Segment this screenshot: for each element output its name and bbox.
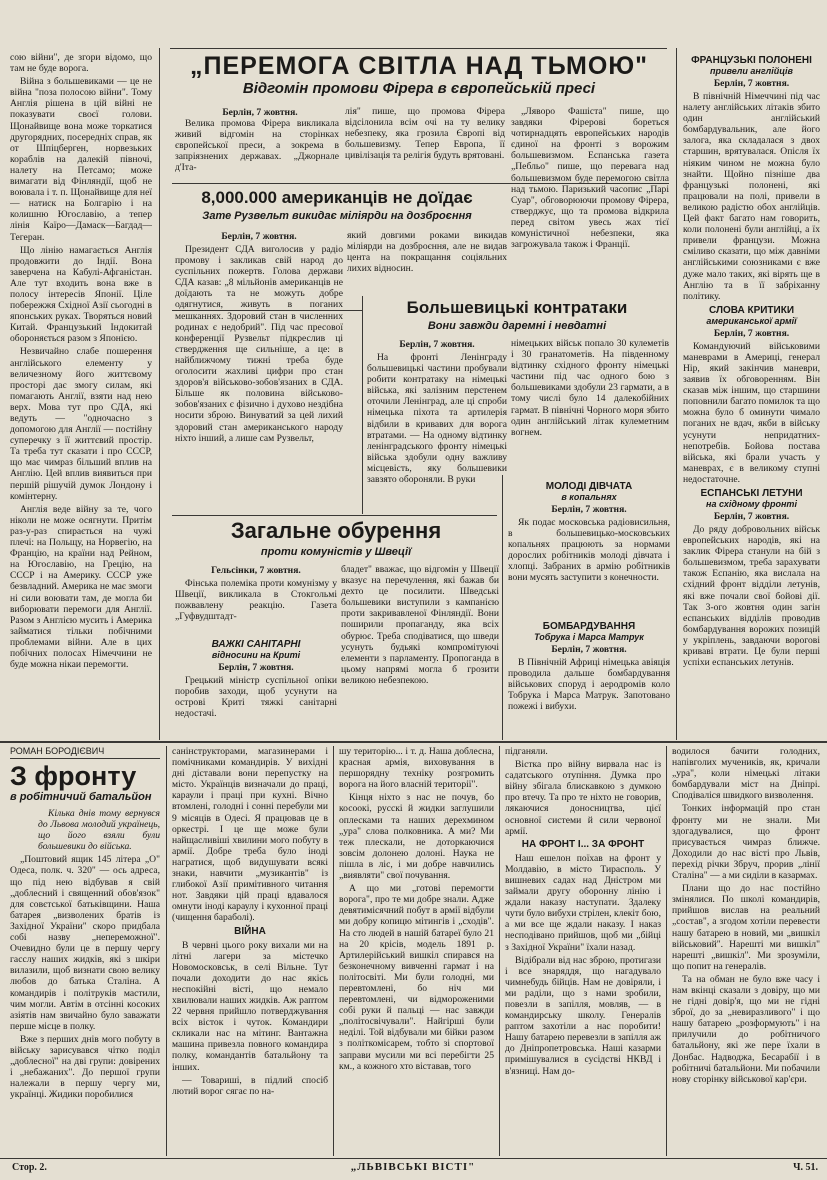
bottom-column: РОМАН БОРОДІЄВИЧ З фронту в робітничий батальйон Кілька днів тому вернувся до Львова молодий українець, що його взяли були большевики до війська. „Поштовий ящик 145 літера „O" Одеса, полк. ч. 320" — ось адреса, що під нею відбував я свій „доблесний і священний обов'язок" для совєтської батьківщини. Наша батарея „визволених братів із Західної України" скоро придбала собі назву „непереможної". Очевидно були це в першу чергу гасслу наших жидків, які з шкіри вилазили, щоб визнати свою велику любов до батька Сталіна. А командирів і політруків мастили, чим могли. Автім в отсінні косоких азіятів нам звичайно було заважати перше місце в полку. Вже з перших днів мого побуту в війську зарисувався чітко поділ „доблесної" на дві групи: довірених і „небажаних". До першої групи належали в першу чергу ми, українці. Жидики поробилися [10, 746, 160, 1101]
article-subheadline: проти комуністів у Швеції [260, 546, 412, 558]
article-subheadline: Тобрука і Марса Матрук [534, 632, 644, 642]
article-subheadline: на східному фронті [706, 499, 797, 509]
section-subhead: НА ФРОНТ І... ЗА ФРОНТ [521, 838, 645, 850]
article-column: німецьких військ попало 30 кулеметів і 30 гранатометів. На південному відтинку східного фронту німецькі частини під час одного бою з большевиками здобули 23 гармати, а в тому числі було 14 далекобійних гармат. В північні Чорного моря збито один англійський літак кулеметним вогнем. [511, 338, 669, 438]
paragraph: Війна з большевиками — це не війна "поза полосою війни". Тому Англія рішена в цій війні не показувати своєї голови. Щонайвище вона може торкатися другорядних, посередніх справ, як от Шпіцберген, норвезьких кораблів на далекій півночі, налету на Петсамо; може вимагати від Фінляндії, щоб не воювала і т. п. Щонайвище для неї — натиск на Болгарію і на колишню Югославію, а тепер лінія Каїро—Дамаск—Багдад—Тегеран. [10, 76, 152, 243]
paragraph: Англія веде війну за те, чого ніколи не може осягнути. Притім раз-у-раз спирається на чужі плечі: на Польщу, на Норвегію, на Францію, на країни над Рейном, на Югославію, на Грецію, на СССР і на Америку. СССР уже безвладний. Америка не має змоги ні сили воювати там, де могла би виборювати перемоги для Англії. Разом з Англією мусить і Америка займатися тільки побічними проблемами війни. Але в цих побічних полосах Німеччини не буде можна нікаи перемогти. [10, 503, 152, 671]
footer-rule [0, 1158, 827, 1159]
right-column: ФРАНЦУЗЬКІ ПОЛОНЕНІ привели англійців Берлін, 7 жовтня. В північній Німеччині під час налету англійських літаків збито один англійський бомбардувальник, але його залога, яка складалася з двох старшин, врятувалася. Опісля їх ніяким чином не можна було знайти. Щойно пізніше два французькі полонені, які працювали на полі, привели в великою радістю обох англійців. Цей факт багато нам говорить, коли полонені були англійці, а їх привели французи. Можна сміливо сказати, що між давніми англійськими союзниками є вже дуже мало таких, які вірять ще в Англію та в її забріханну політику. СЛОВА КРИТИКИ американської армії Берлін, 7 жовтня. Командуючий військовими маневрами в Америці, генерал Нір, який закінчив маневри, заявив їх обговоренням. Він сказав між іншим, що старшини поповнили багато помилок та що можна було б оминути чимало поганих не вдач, якби в війську усунути непридатних-непотребів. Бойова поставa війська, які брали участь у маневрах, є в великому ступні недостаточне. ЕСПАНСЬКІ ЛЕТУНИ на східному фронті Берлін, 7 жовтня. До ряду добровольних військ европейських народів, які на заклик Фірера станули на бій з большевизмом, треба зарахувати також Еспанію, яка вислала на східний фронт відділи летунів, які вже почали свої бойові дії. Так 3-ого жовтня один загін еспанських відділів проводив бомбардування ворожих позицій у укріплень, завдаючи ворогові криваві втрати. Це були перші успіхи еспанських летунів. [683, 55, 820, 669]
article-block: МОЛОДІ ДІВЧАТА в копальнях Берлін, 7 жовтня. Як подає московська радіовисильня, в большевицько-московських копальнях працюють за нормами дорослих робітників молоді дівчата і хлопці. Забраних в армію робітників вони мусять заступити з конечности. [508, 481, 670, 584]
article-block: ВАЖКІ САНІТАРНІ відносини на Криті Берлін, 7 жовтня. Грецький міністр суспільної опіки поробив заходи, щоб усунути на острові Криті тяжкі санітарні недостачі. [175, 639, 337, 720]
article-headline: БОМБАРДУВАННЯ [542, 621, 636, 632]
article-dateline: Берлін, 7 жовтня. [222, 107, 298, 118]
article-subheadline: відносини на Криті [211, 650, 301, 660]
headline-rule [170, 48, 667, 49]
article-headline-block [362, 298, 672, 338]
feature-title: З фронту [10, 761, 137, 791]
article-headline: ЕСПАНСЬКІ ЛЕТУНИ [700, 488, 803, 499]
column-rule [333, 746, 334, 1156]
left-column-article [10, 52, 152, 742]
column-rule [159, 48, 160, 740]
main-headline-block [170, 52, 668, 102]
article-headline-block [172, 518, 500, 562]
article-column: „Ляворо Фашіста" пише, що завдяки Фірерові бореться чотирнадцять европейських народів єдиної на фронті з ворожим большевизмом. Еспанська газета „Пебльо" пише, що перевага над большевизмом буде перемогою світла над тьмою. Паризький часопис „Парі Суар", обговорюючи промову Фірера, стверджує, що та промова відкрила перед світом увесь жах тієї комуністичної небезпеки, яка загрожувала також і Франції. [511, 106, 669, 251]
section-subhead: ВІЙНА [234, 925, 266, 937]
article-column: лія" пише, що промова Фірера відсілонила всім очі на ту велику небезпеку, яка грозила Європі від большевизму. Тепер Европа, її цивілізація та релігія будуть врятовані. [345, 106, 505, 162]
paragraph: сою війни", де згори відомо, що там не буде ворога. [10, 52, 152, 75]
article-column: який довгими роками викидав міліярди на дозброєння, але не видав цента на покращання соціяльних лихих відносин. [347, 230, 507, 275]
feature-subtitle: в робітничий батальйон [10, 791, 152, 803]
article-column: бладет" вважає, що відгомін у Швеції вказує на перечулення, які бажав би дехто це посилити. Шведські большевики виступили з кампанією проти закривавленої Фінляндії. Вони поширили пропаганду, яка всіх обурює. Треба сподіватися, що шведи усунуть будьякі компромітуючі елементи з парламенту. Пропоганда в цьому напрямі могла б грозити великою небезпекою. [341, 564, 499, 686]
article-column: Велика промова Фірера викликала живий відгомін на сторінках європейської преси, а зокрема в запріязнених державах. „Джорнале д'Іта- [175, 118, 339, 174]
article-headline: Большевицькі контратаки [406, 298, 628, 317]
feature-lead: Кілька днів тому вернувся до Львова молодий українець, що його взяли були большевики до війська. [38, 808, 160, 853]
column-rule [166, 746, 167, 1156]
paragraph: Що лінію намагається Англія продовжити до Індії. Вона заверчена на Кабулі-Афганістан. Але тут входить вона вже в полосу інтересів Японії. Ціле побережжя Східної Азії сьогодні в японських руках. Творяться новий Китай. Французький Індокитай обороняється разом з Японією. [10, 244, 152, 345]
article-headline: МОЛОДІ ДІВЧАТА [545, 481, 633, 492]
main-headline: „ПЕРЕМОГА СВІТЛА НАД ТЬМОЮ" [190, 52, 648, 80]
footer-masthead: „ЛЬВІВСЬКІ ВІСТІ" [350, 1161, 476, 1173]
paragraph: Незвичайно слабе пошерення англійського елементу у величезному його життєвому просторі дає змогу силам, які помагають Англії, взяти над нею верх. Мова тут про СДА, які ведуть — "одночасно з допомогою для Англії — постійну суперечку з її життєвий простір. Та треба тут сказати і про СССР, що має чимраз більший вплив на Англію. Цей вплив виявиться при першій рішучій думок Лондону і комінтерну. [10, 346, 152, 502]
article-subheadline: привели англійців [709, 66, 793, 76]
bottom-column: санінструкторами, магазинерами і помічниками командирів. У вихідні дні діставали вони перепустку на місто. Українців визначали до праці, караули і праці при кухні. Вічно втомлені, голодні і сонні перебули ми 9 місяців в Одесі. Я працював це в оркестрі. І це ще може були найщасливіші хвилини мого побуту в армії. Добре треба було іноді награтися, щоб видушувати всякі знаки, навчити „музикантів" із глибокої Азії примітивного читання нот. Завдяки цій праці вдавалося омнути іноді караулу і кухонної праці (чищення бараболі). ВІЙНА В червні цього року вихали ми на літні лагери за містечко Новомосковськ, в селі Вільне. Тут почали доходити до нас якісь неспокійні вісті, що немало хвилювали наших жидків. Аж раптом 22 червня прийшло потверджування всіх вісток і чуток. Командири скликали нас на мітинг. Вантажна машина привезла повного командира полку, командантів батальйону та інших. — Товариші, в підлий спосіб лютий ворог сягає по на- [172, 746, 328, 1097]
article-headline: ФРАНЦУЗЬКІ ПОЛОНЕНІ [691, 55, 812, 66]
footer-issue-number: Ч. 51. [793, 1162, 818, 1173]
author-byline: РОМАН БОРОДІЄВИЧ [10, 746, 160, 759]
article-subheadline: в копальнях [561, 492, 617, 502]
column-rule [502, 475, 503, 740]
bottom-column: шу територію... і т. д. Наша доблесна, красная армія, виховування в першорядну техніку розгромить ворога на його власній території". Кінця ніхто з нас не почув, бо косоокі, русскі й жидки заглушили оплесками та наших дерехмином „ура" слова полковника. А ми? Ми теж плескали, не доторкаючися зовсім долонею долоні. Наука не пішла в ліс, і ми добре навчились „виявляти" свої почування. А що ми „готові перемогти ворога", про те ми добре знали. Адже девятимісячний побут в армії відбули ми добру копицю мітингів і „сходів". На сто людей в нашій батареї було 21 на 20 крісів, модель 1891 р. Артилерійський вишкіл спирався на безконечному вивченні гармат і на політосвіті. Ми були голодні, ми перевтомлені, бо ніч ми перевтомлені, чи відмороженими собі руки й пальці — нас завжди „політосвічували". Найгірші були неділі. Той відбували ми бійки разом з політкомісарем, тобто зі спортової заправи мусили ми всі перебігти 25 км., а кожного хто віставав, того [339, 746, 494, 1072]
article-subheadline: Зате Рузвельт викидає міліярди на дозброєння [202, 210, 472, 222]
column-rule [666, 746, 667, 1156]
main-subheadline: Відгомін промови Фірера в європейській пресі [242, 80, 596, 97]
article-column: Гельсінки, 7 жовтня. Фінська полеміка проти комунізму у Швеції, викликала в Стокгольмі пожвавлену реакцію. Газета „Гуфвудштадт- [175, 565, 337, 623]
column-rule [499, 746, 500, 1156]
article-headline: 8,000.000 американців не доїдає [201, 188, 473, 207]
article-column: Берлін, 7 жовтня. На фронті Ленінграду большевицькі частини пробували робити контратаку на німецькі війська, які залізним перстенем оточили Ленінград, але ці спроби німецька піхота та артилерія відбили в кривавих для ворога втратами. — На одному відтинку ленінградського фронту німецькі війська здобули одну важливу місцевість, яку большевики завзято обороняли. В руки [367, 339, 507, 486]
footer-page-number: Стор. 2. [12, 1162, 47, 1173]
article-subheadline: американської армії [706, 315, 797, 326]
article-subheadline: Вони завжди даремні і невдатні [427, 320, 607, 332]
article-headline: ВАЖКІ САНІТАРНІ [211, 639, 301, 650]
bottom-column: підганяли. Вістка про війну вирвала нас із садатського отупіння. Думка про війну збігала блискавкою з думкою про втечу. Та про те ніхто не говорив, лякаючися доносництва, цієї основної системи й сили червоної армії. НА ФРОНТ І... ЗА ФРОНТ Наш ешелон поїхав на фронт у Молдавію, в місто Тирасполь. У вишневих садах над Дністром ми займали другу оборонну лінію і ждали наказу наступати. Здалеку чути було вибухи стрілен, клекіт бою, а ми все ще ждали наказу. І наказ несподівано прийшов, щоб ми „бійці з Західної України" їхали назад. Відібрали від нас зброю, протигази і все знаряддя, що нагадувало чимнебудь бійців. Нам не довіряли, і ми раділи, що з нами зробили, повезли в запілля, мовляв, — в командирську школу. Генералів раптом захотіли а нас поробити! Нашу батарею перевезли в запілля аж до Дніпропетровська. Наші казарми примішувалися в сусідстві НКВД і в'язниці. Нам до- [505, 746, 661, 1077]
column-rule [676, 48, 677, 740]
article-rule [172, 515, 497, 516]
article-block: БОМБАРДУВАННЯ Тобрука і Марса Матрук Берлін, 7 жовтня. В Північній Африці німецька авіяція проводила дальше бомбардування військових споруд і аеродромів коло Тобрука і Марса Матрук. Запотовано пожежі і вибухи. [508, 621, 670, 713]
article-headline: Загальне обурення [230, 518, 442, 543]
article-column: Берлін, 7 жовтня. Президент СДА виголосив у радіо промову і закликав свій народ до суспільних пожертв. Голова держави СДА казав: „8 мільйонів американців не доїдають та не можуть добре одягнутися, живуть в поганих мешканнях. Здоровий стан в численних родинах є недобрий". Під час пресової конференції Рузвельт підкреслив ці ствердження ще сильніше, а це: в найближчому тижні треба буде оголосити жахливі цифри про стан здоров'я військово-зобов'язаних в СДА. Більше як половина військово-зобов'язаних є фізично і духово нездібна носити зброю. Винуватий за цей лихий здоровий стан американського народу ніхто інший, а лише сам Рузвельт, [175, 231, 343, 444]
article-headline-block [172, 188, 502, 228]
article-headline: СЛОВА КРИТИКИ [708, 304, 795, 316]
bottom-column: водилося бачити голодних, напівголих мучеників, як, кричали „ура", коли німецькі літаки бомбардували міст на Дніпрі. Сподіваліся швидкого визволення. Тонких інформацій про стан фронту ми не знали. Ми здогадувалися, що фронт присувається чимраз ближче. Доходили до нас вісті про Львів, перехід річки Збруч, прорив „лінії Сталіна" — а ми сиділи в казармах. Плани що до нас постійно змінялися. По школі командирів, прийшов вислав на реальний „состав", а згодом хотіли перевести нашу батарею в новий, ми „вишкіл військовий". Нарешті ми вишкіл" нарешті „вишкіл". Ми зрозуміли, що попит на генералів. Та на обман не було вже часу і нам вкінці сказали з довіру, що ми не гідні довір'я, що ми не гідні зброї, до за „невиразливого" і що нашу батарею „розформують" і на прилучили до робітничого батальйону, які же пере їхали в Донбас. Надводжа, Бесарабії і в робітничі батальйони. Ми побачили нову сторінку військової кар'єри. [672, 746, 820, 1085]
